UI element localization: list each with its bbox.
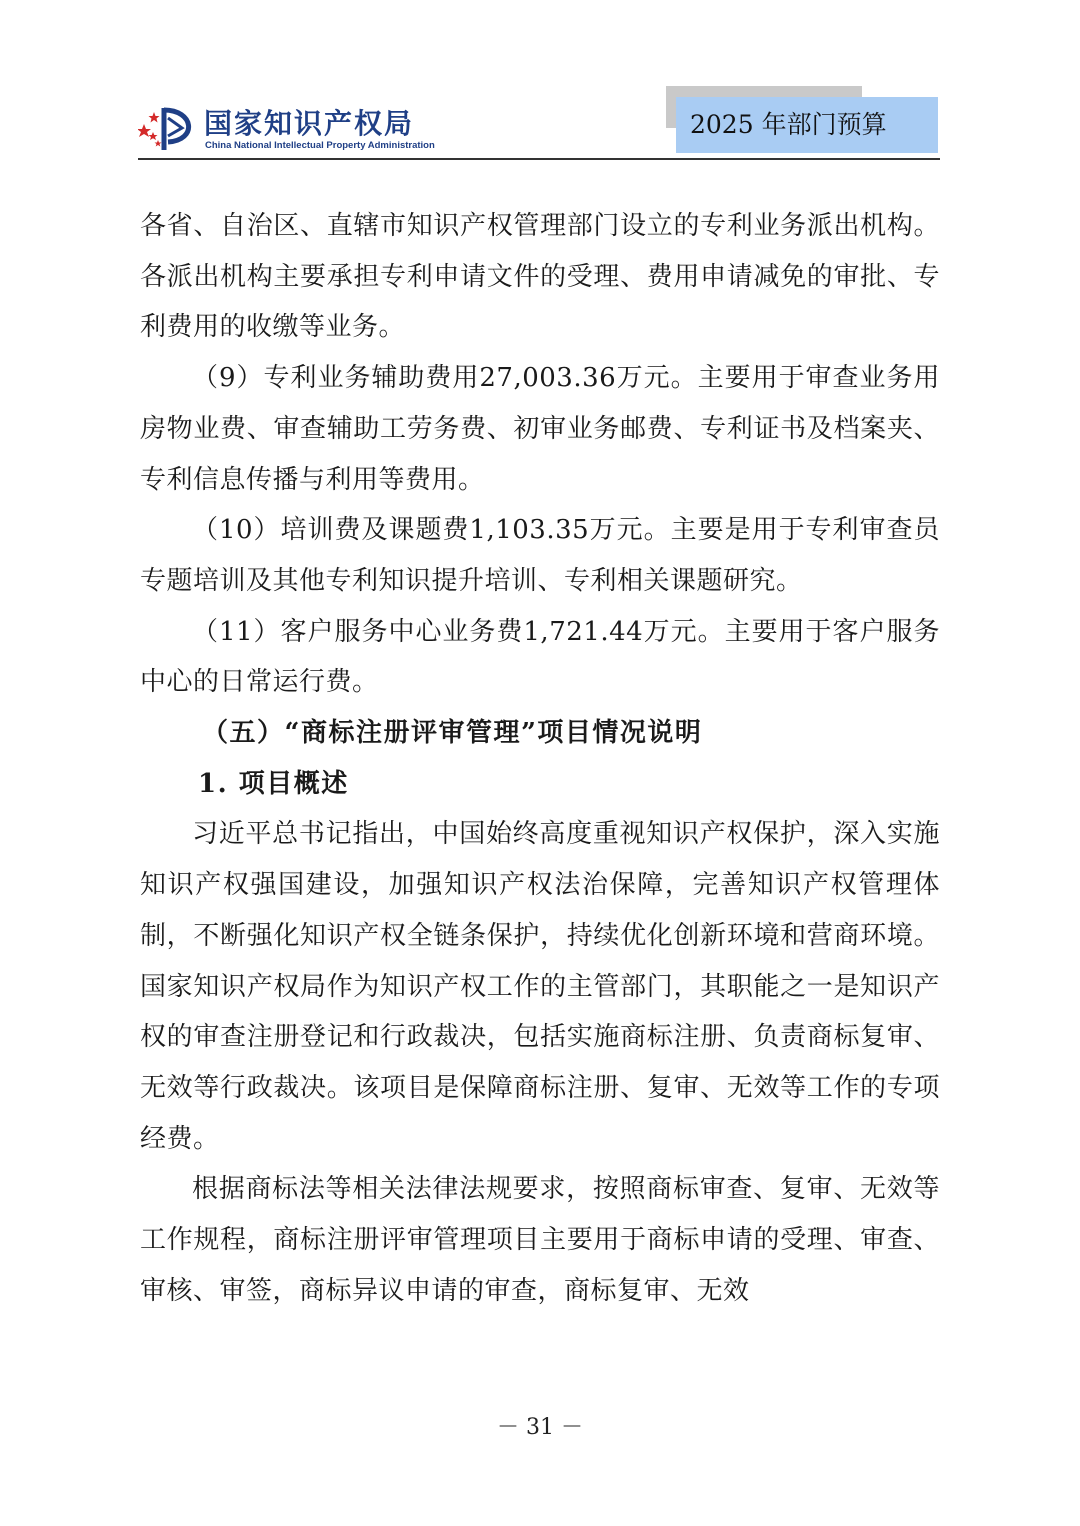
body-paragraph: 根据商标法等相关法律法规要求，按照商标审查、复审、无效等工作规程，商标注册评审管理项目主要用于商标申请的受理、审查、审核、审签，商标异议申请的审查，商标复审、无效 <box>140 1174 940 1306</box>
logo-chinese-name: 国家知识产权局 <box>204 107 415 140</box>
body-paragraph: （11）客户服务中心业务费1,721.44万元。主要用于客户服务中心的日常运行费。 <box>140 616 940 698</box>
page-number: － 31 － <box>497 1415 583 1440</box>
budget-year-badge: 2025 年部门预算 <box>676 97 938 153</box>
page-header <box>0 0 1080 170</box>
subsection-heading: 1. 项目概述 <box>198 768 349 799</box>
body-paragraph: （10）培训费及课题费1,103.35万元。主要是用于专利审查员专题培训及其他专利知识提升培训、专利相关课题研究。 <box>140 515 940 596</box>
body-paragraph: 习近平总书记指出，中国始终高度重视知识产权保护，深入实施知识产权强国建设，加强知识产权法治保障，完善知识产权管理体制，不断强化知识产权全链条保护，持续优化创新环境和营商环境。国家知识产权局作为知识产权工作的主管部门，其职能之一是知识产权的审查注册登记和行政裁决，包括实施商标注册、负责商标复审、无效等行政裁决。该项目是保障商标注册、复审、无效等工作的专项经费。 <box>140 819 940 1154</box>
logo-english-name: China National Intellectual Property Administration <box>205 140 435 151</box>
cnipa-emblem-icon <box>138 102 198 152</box>
section-heading: （五）“商标注册评审管理”项目情况说明 <box>202 718 703 749</box>
document-body <box>140 201 940 1316</box>
cnipa-logo <box>138 100 438 156</box>
body-paragraph: （9）专利业务辅助费用27,003.36万元。主要用于审查业务用房物业费、审查辅助工劳务费、初审业务邮费、专利证书及档案夹、专利信息传播与利用等费用。 <box>140 363 940 495</box>
header-divider <box>138 158 940 160</box>
body-paragraph: 各省、自治区、直辖市知识产权管理部门设立的专利业务派出机构。各派出机构主要承担专利申请文件的受理、费用申请减免的审批、专利费用的收缴等业务。 <box>140 211 940 343</box>
